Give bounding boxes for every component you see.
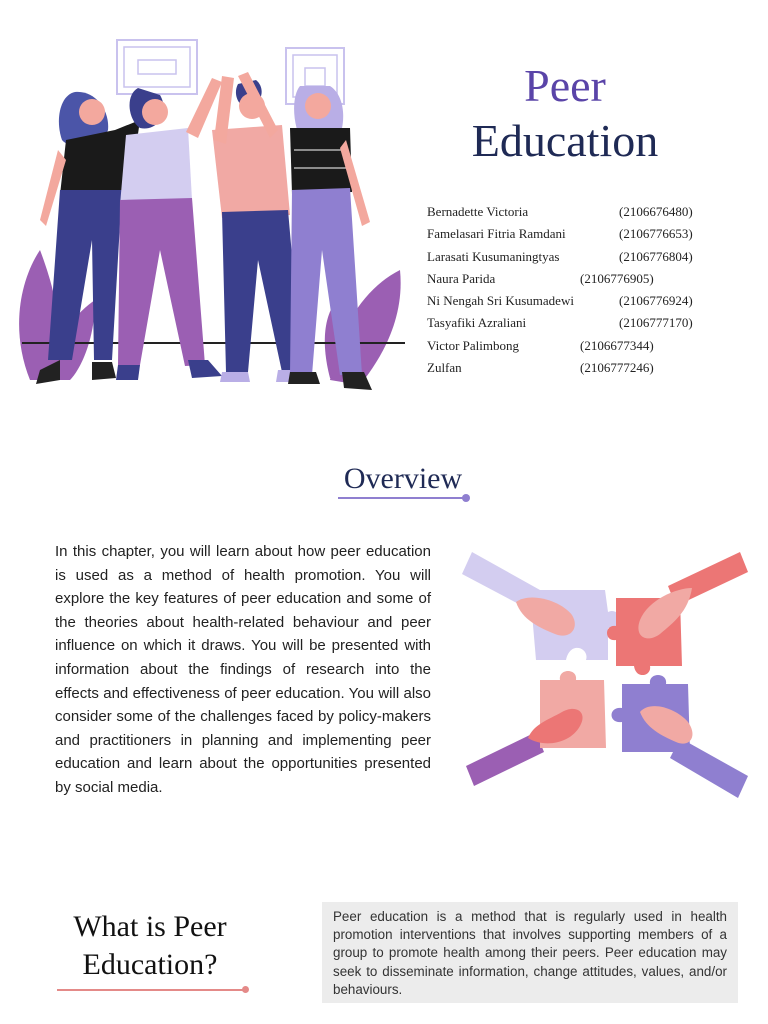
member-row bbox=[427, 226, 727, 248]
member-row bbox=[427, 338, 727, 360]
member-row bbox=[427, 204, 727, 226]
overview-paragraph: In this chapter, you will learn about how peer education is used as a method of health promotion. You will explore the key features of peer education and some of the theories about health-related behaviour and peer influence on which it draws. You will be presented with information about the findings of research into the effects and effectiveness of peer education. You will also consider some of the challenges faced by policy-makers and practitioners in planning and implementing peer education and learn about the opportunities presented by social media. bbox=[55, 543, 431, 796]
whatis-heading-line-1: What is Peer bbox=[73, 910, 227, 943]
member-id: (2106777246) bbox=[580, 360, 654, 376]
member-row bbox=[427, 293, 727, 315]
member-name: Ni Nengah Sri Kusumadewi bbox=[427, 293, 574, 309]
member-name: Bernadette Victoria bbox=[427, 204, 529, 219]
member-row bbox=[427, 271, 727, 293]
member-list bbox=[427, 204, 727, 382]
whatis-underline-dot bbox=[242, 986, 249, 993]
member-id: (2106676480) bbox=[619, 204, 693, 219]
puzzle-piece-bottom-left bbox=[466, 671, 606, 786]
member-row bbox=[427, 249, 727, 271]
member-id: (2106776924) bbox=[619, 293, 693, 309]
whatis-heading bbox=[55, 908, 245, 984]
definition-paragraph: Peer education is a method that is regularly used in health promotion interventions that involves supporting members of a group to promote health among their peers. Peer education may seek to disseminate information, change attitudes, values, and/or behaviours. bbox=[333, 909, 727, 997]
member-id: (2106776653) bbox=[619, 226, 693, 242]
definition-box bbox=[322, 902, 738, 1003]
member-id: (2106776905) bbox=[580, 270, 654, 286]
member-name: Victor Palimbong bbox=[427, 337, 520, 353]
member-name: Tasyafiki Azraliani bbox=[427, 315, 527, 331]
member-row bbox=[427, 360, 727, 382]
puzzle-piece-bottom-right bbox=[612, 675, 749, 798]
puzzle-piece-top-right bbox=[607, 552, 748, 675]
member-name: Zulfan bbox=[427, 360, 462, 376]
member-id: (2106677344) bbox=[580, 337, 654, 353]
overview-underline-dot bbox=[462, 494, 470, 502]
puzzle-piece-top-left bbox=[462, 552, 620, 660]
member-row bbox=[427, 315, 727, 337]
member-name: Naura Parida bbox=[427, 270, 496, 286]
member-id: (2106776804) bbox=[619, 248, 693, 264]
member-id: (2106777170) bbox=[619, 315, 693, 331]
overview-heading: Overview bbox=[343, 462, 463, 495]
title-line-1: Peer bbox=[524, 60, 606, 111]
title-line-2: Education bbox=[471, 115, 659, 167]
overview-underline bbox=[338, 497, 466, 499]
page-title bbox=[440, 58, 690, 168]
member-name: Larasati Kusumaningtyas bbox=[427, 248, 560, 264]
whatis-heading-line-2: Education? bbox=[82, 948, 218, 981]
member-name: Famelasari Fitria Ramdani bbox=[427, 226, 566, 242]
whatis-underline bbox=[57, 989, 243, 991]
